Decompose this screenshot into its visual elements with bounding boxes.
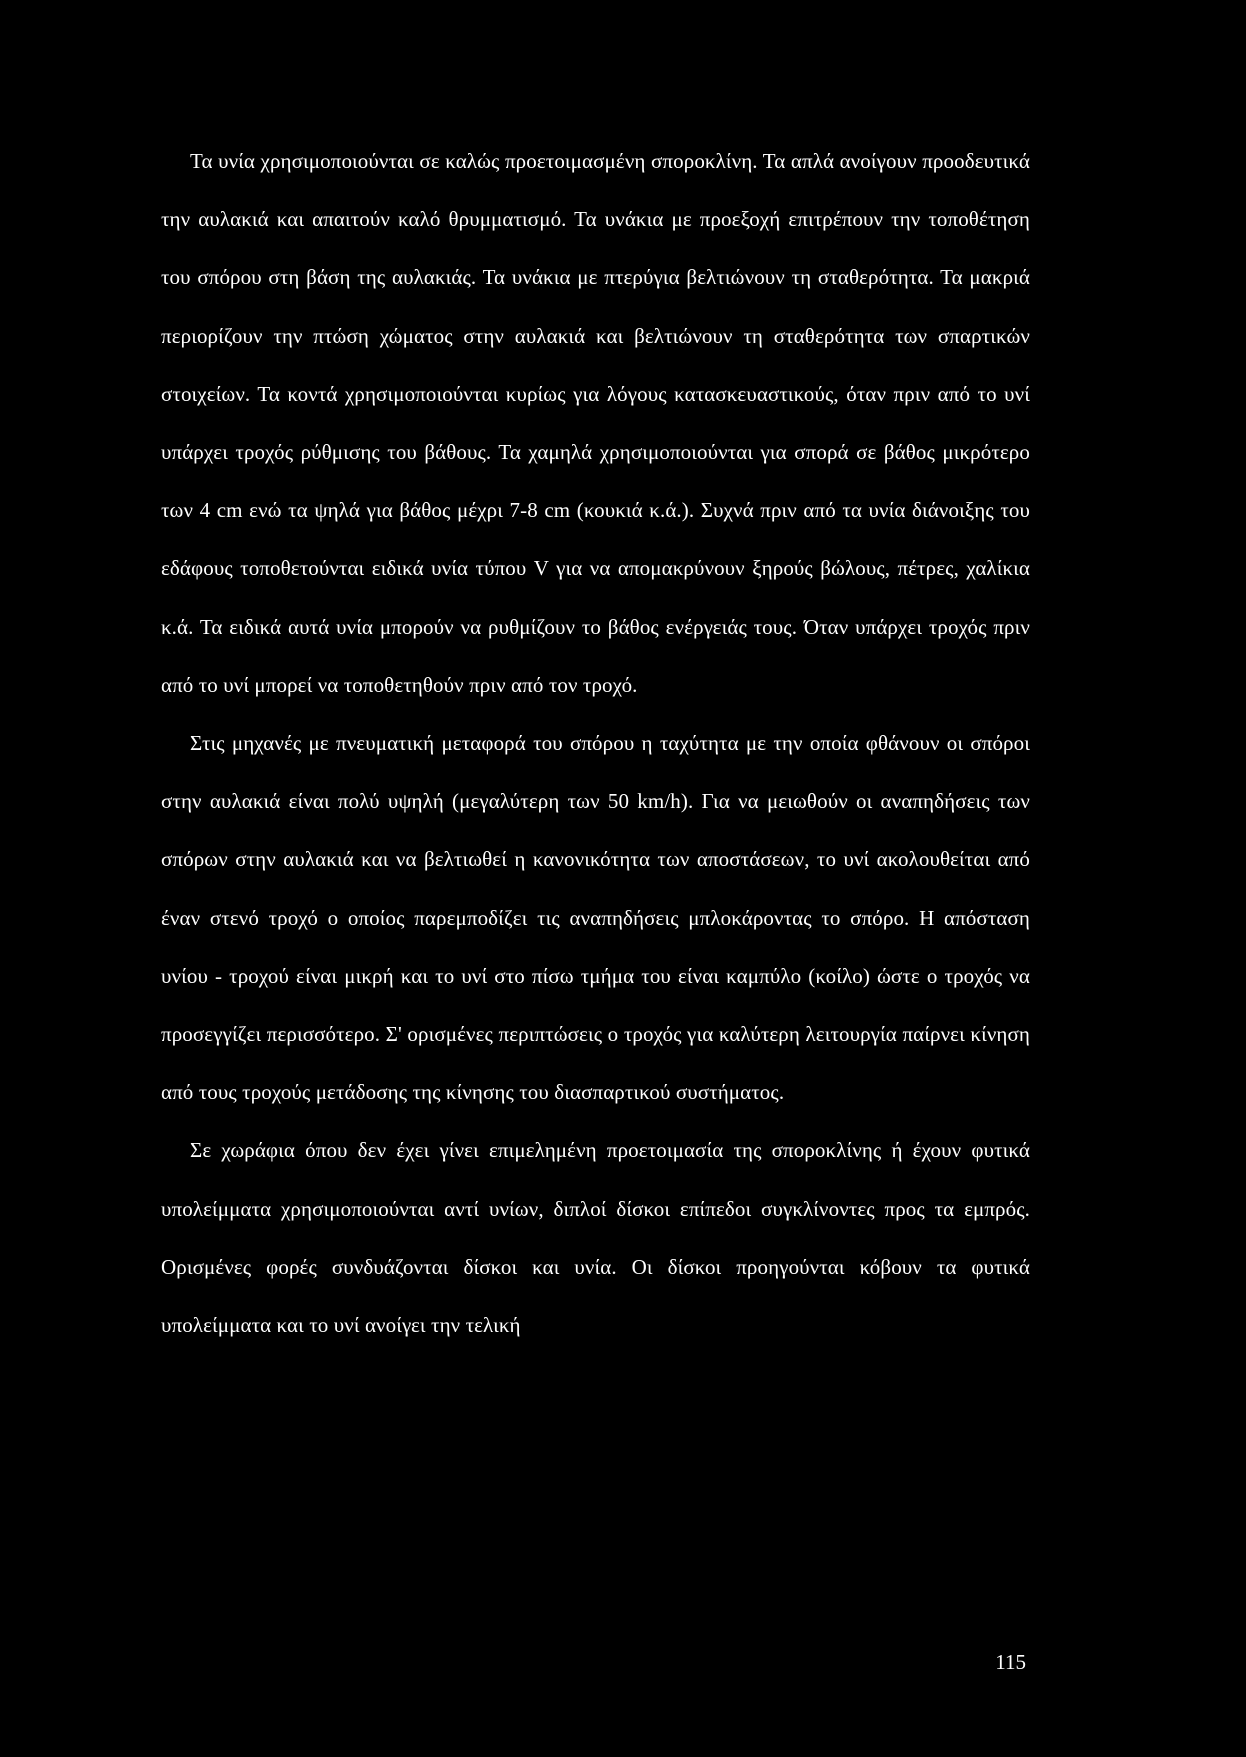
page-body [161, 132, 1030, 1354]
page-number: 115 [995, 1650, 1026, 1674]
paragraph-3: Σε χωράφια όπου δεν έχει γίνει επιμελημένη προετοιμασία της σποροκλίνης ή έχουν φυτικά υπολείμματα χρησιμοποιούνται αντί υνίων, διπλοί δίσκοι επίπεδοι συγκλίνοντες προς τα εμπρός. Ορισμένες φορές συνδυάζονται δίσκοι και υνία. Οι δίσκοι προηγούνται κόβουν τα φυτικά υπολείμματα και το υνί ανοίγει την τελική [161, 1138, 1030, 1338]
paragraph-2: Στις μηχανές με πνευματική μεταφορά του σπόρου η ταχύτητα με την οποία φθάνουν οι σπόροι στην αυλακιά είναι πολύ υψηλή (μεγαλύτερη των 50 km/h). Για να μειωθούν οι αναπηδήσεις των σπόρων στην αυλακιά και να βελτιωθεί η κανονικότητα των αποστάσεων, το υνί ακολουθείται από έναν στενό τροχό ο οποίος παρεμποδίζει τις αναπηδήσεις μπλοκάροντας το σπόρο. Η απόσταση υνίου - τροχού είναι μικρή και το υνί στο πίσω τμήμα του είναι καμπύλο (κοίλο) ώστε ο τροχός να προσεγγίζει περισσότερο. Σ' ορισμένες περιπτώσεις ο τροχός για καλύτερη λειτουργία παίρνει κίνηση από τους τροχούς μετάδοσης της κίνησης του διασπαρτικού συστήματος. [161, 731, 1030, 1105]
paragraph-1: Τα υνία χρησιμοποιούνται σε καλώς προετοιμασμένη σποροκλίνη. Τα απλά ανοίγουν προοδευτικά την αυλακιά και απαιτούν καλό θρυμματισμό. Τα υνάκια με προεξοχή επιτρέπουν την τοποθέτηση του σπόρου στη βάση της αυλακιάς. Τα υνάκια με πτερύγια βελτιώνουν τη σταθερότητα. Τα μακριά περιορίζουν την πτώση χώματος στην αυλακιά και βελτιώνουν τη σταθερότητα των σπαρτικών στοιχείων. Τα κοντά χρησιμοποιούνται κυρίως για λόγους κατασκευαστικούς, όταν πριν από το υνί υπάρχει τροχός ρύθμισης του βάθους. Τα χαμηλά χρησιμοποιούνται για σπορά σε βάθος μικρότερο των 4 cm ενώ τα ψηλά για βάθος μέχρι 7-8 cm (κουκιά κ.ά.). Συχνά πριν από τα υνία διάνοιξης του εδάφους τοποθετούνται ειδικά υνία τύπου V για να απομακρύνουν ξηρούς βώλους, πέτρες, χαλίκια κ.ά. Τα ειδικά αυτά υνία μπορούν να ρυθμίζουν το βάθος ενέργειάς τους. Όταν υπάρχει τροχός πριν από το υνί μπορεί να τοποθετηθούν πριν από τον τροχό. [161, 149, 1030, 697]
